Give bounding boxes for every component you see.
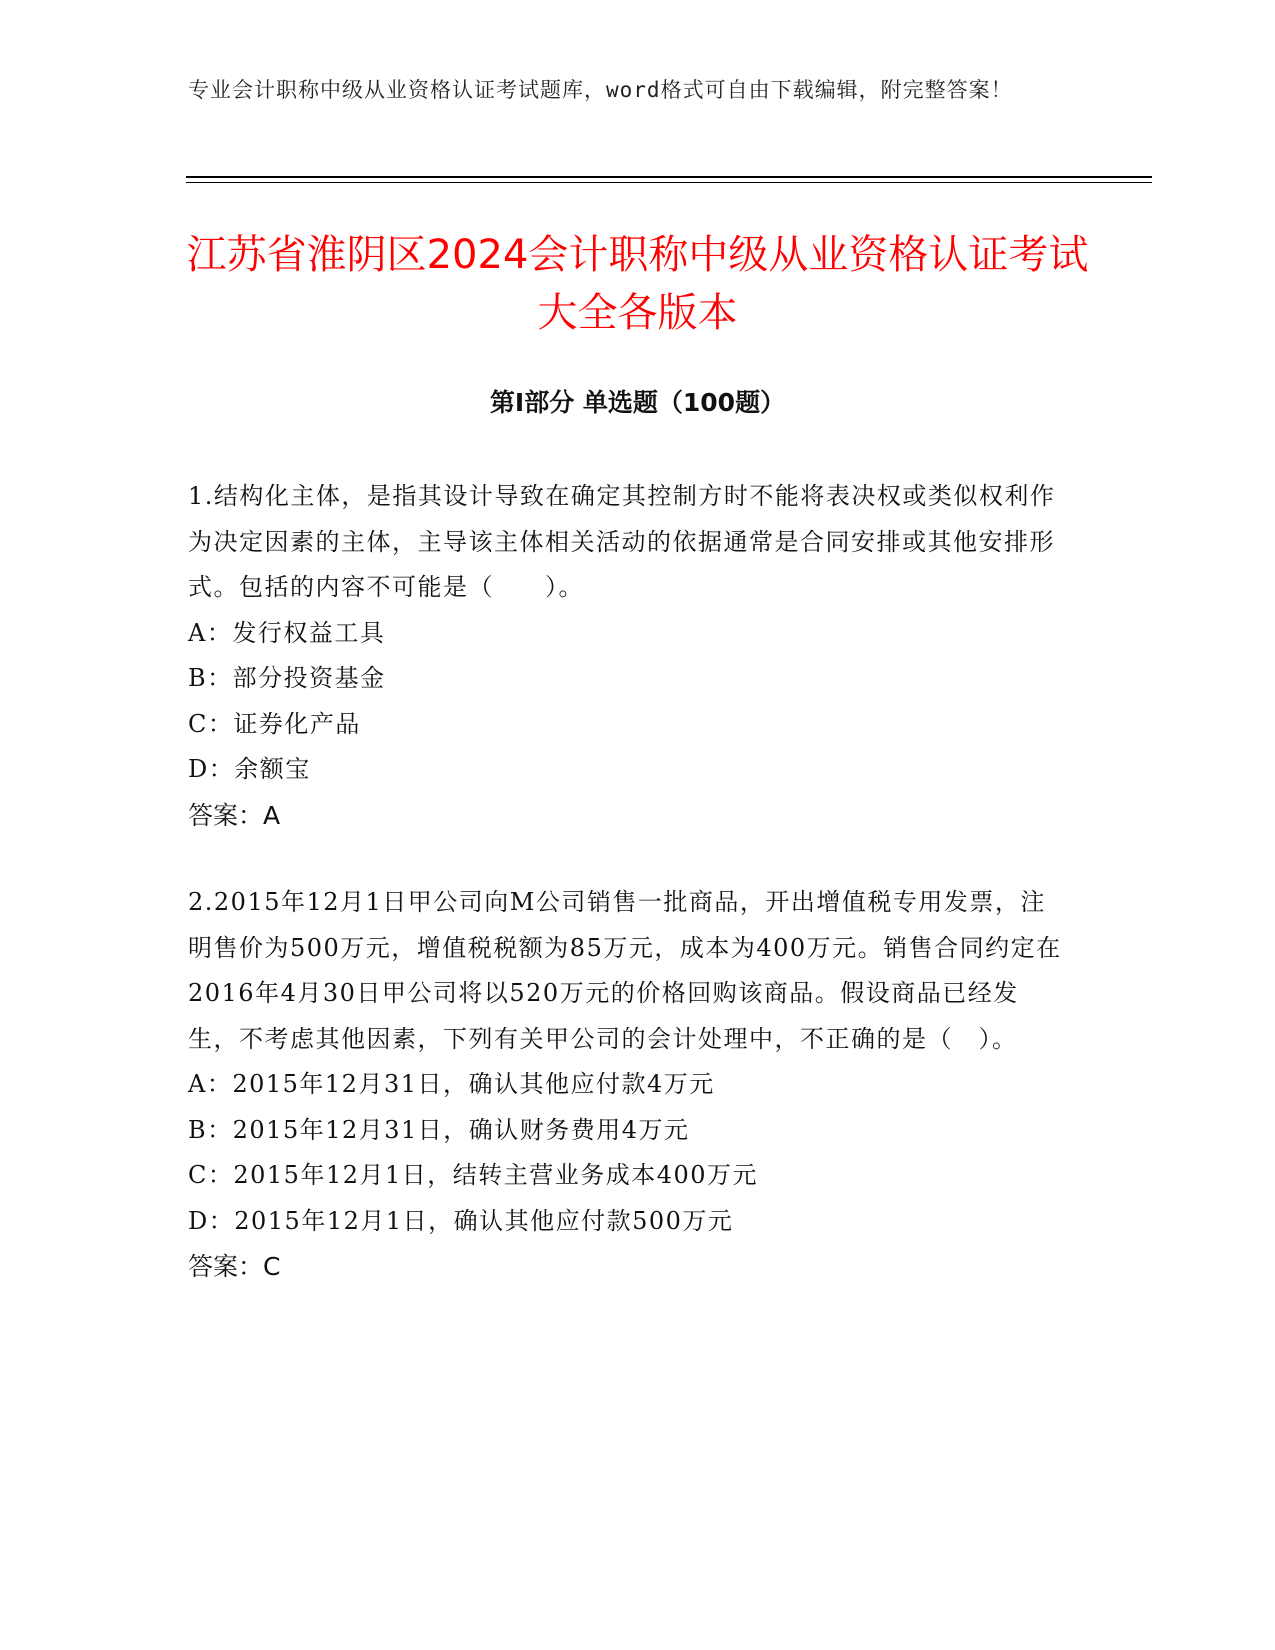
document-title: 江苏省淮阴区2024会计职称中级从业资格认证考试大全各版本: [186, 232, 1089, 336]
answer: 答案：C: [188, 1252, 281, 1281]
header-note: 专业会计职称中级从业资格认证考试题库，word格式可自由下载编辑，附完整答案！: [188, 78, 1013, 102]
section-title: 第I部分 单选题（100题）: [489, 388, 786, 417]
question-stem: 1.结构化主体，是指其设计导致在确定其控制方时不能将表决权或类似权利作为决定因素的主体，主导该主体相关活动的依据通常是合同安排或其他安排形式。包括的内容不可能是（ ）。: [188, 482, 1056, 601]
header-divider-thin: [186, 182, 1152, 183]
option-a: A：发行权益工具: [188, 618, 386, 647]
question-stem: 2.2015年12月1日甲公司向M公司销售一批商品，开出增值税专用发票，注明售价为500万元，增值税税额为85万元，成本为400万元。销售合同约定在2016年4月30日甲公司将以520万元的价格回购该商品。假设商品已经发生，不考虑其他因素，下列有关甲公司的会计处理中，不正确的是（ ）。: [188, 888, 1062, 1053]
header-divider-thick: [186, 176, 1152, 178]
option-b: B：2015年12月31日，确认财务费用4万元: [188, 1115, 690, 1144]
question-block: [188, 880, 1068, 1290]
option-d: D：余额宝: [188, 755, 311, 783]
option-d: D：2015年12月1日，确认其他应付款500万元: [188, 1206, 734, 1235]
answer: 答案：A: [188, 800, 281, 830]
option-b: B：部分投资基金: [188, 664, 386, 692]
question-block: [188, 474, 1068, 838]
option-c: C：证券化产品: [188, 709, 361, 738]
option-a: A：2015年12月31日，确认其他应付款4万元: [188, 1070, 715, 1098]
option-c: C：2015年12月1日，结转主营业务成本400万元: [188, 1161, 759, 1189]
